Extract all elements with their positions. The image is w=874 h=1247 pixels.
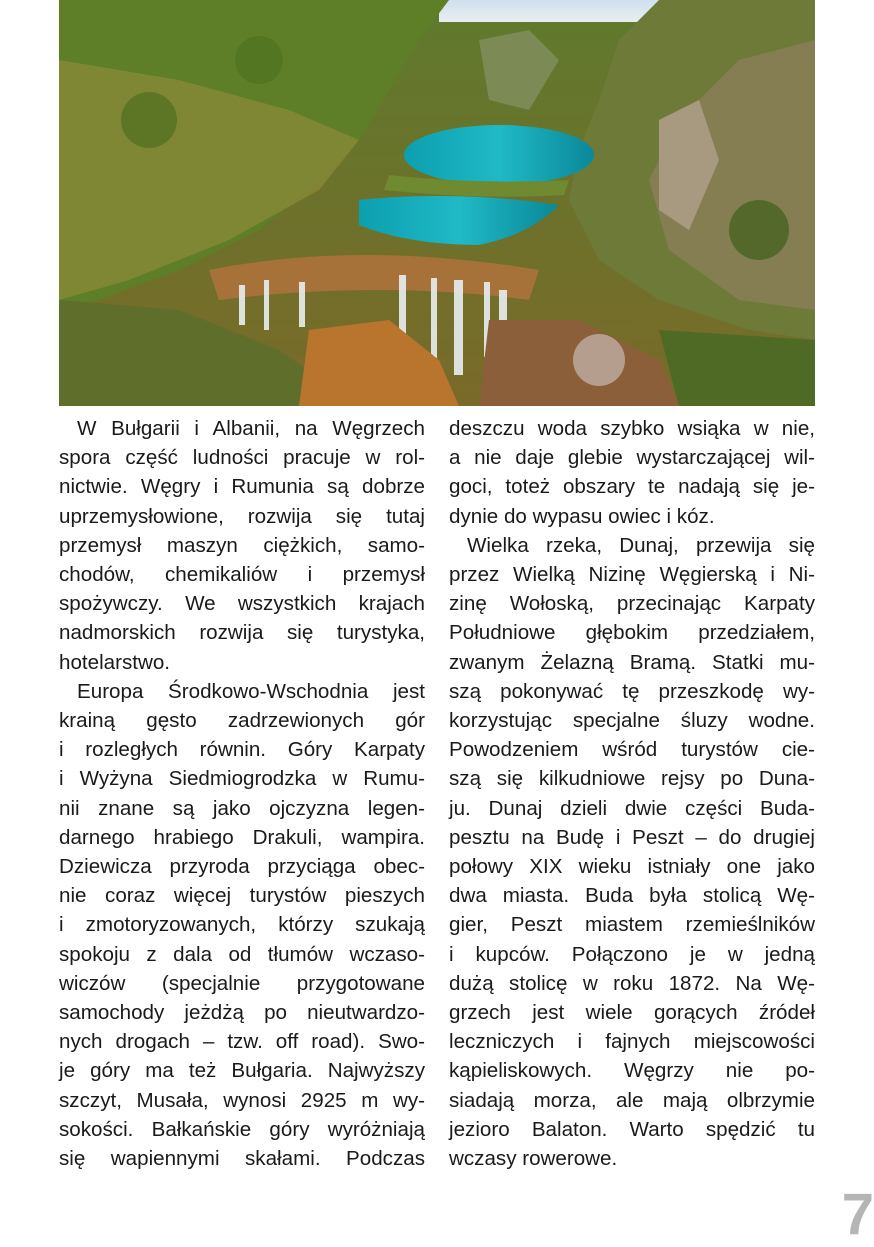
text-line: dwa miasta. Buda była stolicą Wę- — [449, 884, 815, 908]
text-line: jezioro Balaton. Warto spędzić tu — [449, 1117, 815, 1141]
text-line: spora część ludności pracuje w rol- — [59, 446, 425, 470]
text-line: spokoju z dala od tłumów wczaso- — [59, 942, 425, 966]
text-line: darnego hrabiego Drakuli, wampira. — [59, 825, 425, 849]
text-line: grzech jest wiele gorących źródeł — [449, 1001, 815, 1025]
text-line: a nie daje glebie wystarczającej wil- — [449, 446, 815, 470]
paragraph — [449, 414, 815, 531]
text-line: kąpieliskowych. Węgrzy nie po- — [449, 1059, 815, 1083]
text-line: i Wyżyna Siedmiogrodzka w Rumu- — [59, 767, 425, 791]
text-line: Południowe głębokim przedziałem, — [449, 621, 815, 645]
text-line: leczniczych i fajnych miejscowości — [449, 1030, 815, 1054]
text-line: nictwie. Węgry i Rumunia są dobrze — [59, 475, 425, 499]
text-line: przemysł maszyn ciężkich, samo- — [59, 533, 425, 557]
text-line: pesztu na Budę i Peszt – do drugiej — [449, 825, 815, 849]
landscape-photo — [59, 0, 815, 406]
text-line: korzystując specjalne śluzy wodne. — [449, 709, 815, 733]
text-line: szą się kilkudniowe rejsy po Duna- — [449, 767, 815, 791]
text-line: połowy XIX wieku istniały one jako — [449, 855, 815, 879]
text-line: hotelarstwo. — [59, 650, 171, 674]
text-line: chodów, chemikaliów i przemysł — [59, 563, 425, 587]
text-line: gier, Peszt miastem rzemieślników — [449, 913, 815, 937]
text-line: spożywczy. We wszystkich krajach — [59, 592, 425, 616]
text-column-left — [59, 414, 425, 1173]
text-line: i kupców. Połączono je w jedną — [449, 942, 815, 966]
text-line: uprzemysłowione, rozwija się tutaj — [59, 504, 425, 528]
text-line: szą pokonywać tę przeszkodę wy- — [449, 679, 815, 703]
text-line: nych drogach – tzw. off road). Swo- — [59, 1030, 425, 1054]
text-line: samochody jeżdżą po nieutwardzo- — [59, 1001, 425, 1025]
text-line: nii znane są jako ojczyzna legen- — [59, 796, 425, 820]
paragraph — [59, 677, 425, 1173]
text-line: W Bułgarii i Albanii, na Węgrzech — [77, 417, 425, 440]
text-column-right — [449, 414, 815, 1173]
text-line: się wapiennymi skałami. Podczas — [59, 1147, 425, 1171]
text-line: deszczu woda szybko wsiąka w nie, — [449, 417, 815, 440]
text-line: i rozległych równin. Góry Karpaty — [59, 738, 425, 762]
page-number: 7 — [841, 1182, 874, 1247]
paragraph — [59, 414, 425, 677]
text-line: wiczów (specjalnie przygotowane — [59, 971, 425, 995]
text-line: nadmorskich rozwija się turystyka, — [59, 621, 425, 645]
text-line: i zmotoryzowanych, którzy szukają — [59, 913, 425, 937]
text-line: zwanym Żelazną Bramą. Statki mu- — [449, 650, 815, 674]
text-line: Europa Środkowo-Wschodnia jest — [77, 679, 425, 703]
text-line: dużą stolicę w roku 1872. Na Wę- — [449, 971, 815, 995]
text-line: Powodzeniem wśród turystów cie- — [449, 738, 815, 762]
text-line: sokości. Bałkańskie góry wyróżniają — [59, 1117, 425, 1141]
text-line: nie coraz więcej turystów pieszych — [59, 884, 425, 908]
text-line: je góry ma też Bułgaria. Najwyższy — [59, 1059, 425, 1083]
paragraph — [449, 531, 815, 1173]
text-line: ju. Dunaj dzieli dwie części Buda- — [449, 796, 815, 820]
text-line: Wielka rzeka, Dunaj, przewija się — [467, 533, 815, 557]
text-line: siadają morza, ale mają olbrzymie — [449, 1088, 815, 1112]
text-line: goci, toteż obszary te nadają się je- — [449, 475, 815, 499]
text-line: zinę Wołoską, przecinając Karpaty — [449, 592, 815, 616]
text-line: dynie do wypasu owiec i kóz. — [449, 504, 715, 528]
text-line: przez Wielką Nizinę Węgierską i Ni- — [449, 563, 815, 587]
text-line: wczasy rowerowe. — [449, 1147, 618, 1171]
text-line: krainą gęsto zadrzewionych gór — [59, 709, 425, 733]
text-line: szczyt, Musała, wynosi 2925 m wy- — [59, 1088, 425, 1112]
text-line: Dziewicza przyroda przyciąga obec- — [59, 855, 425, 879]
